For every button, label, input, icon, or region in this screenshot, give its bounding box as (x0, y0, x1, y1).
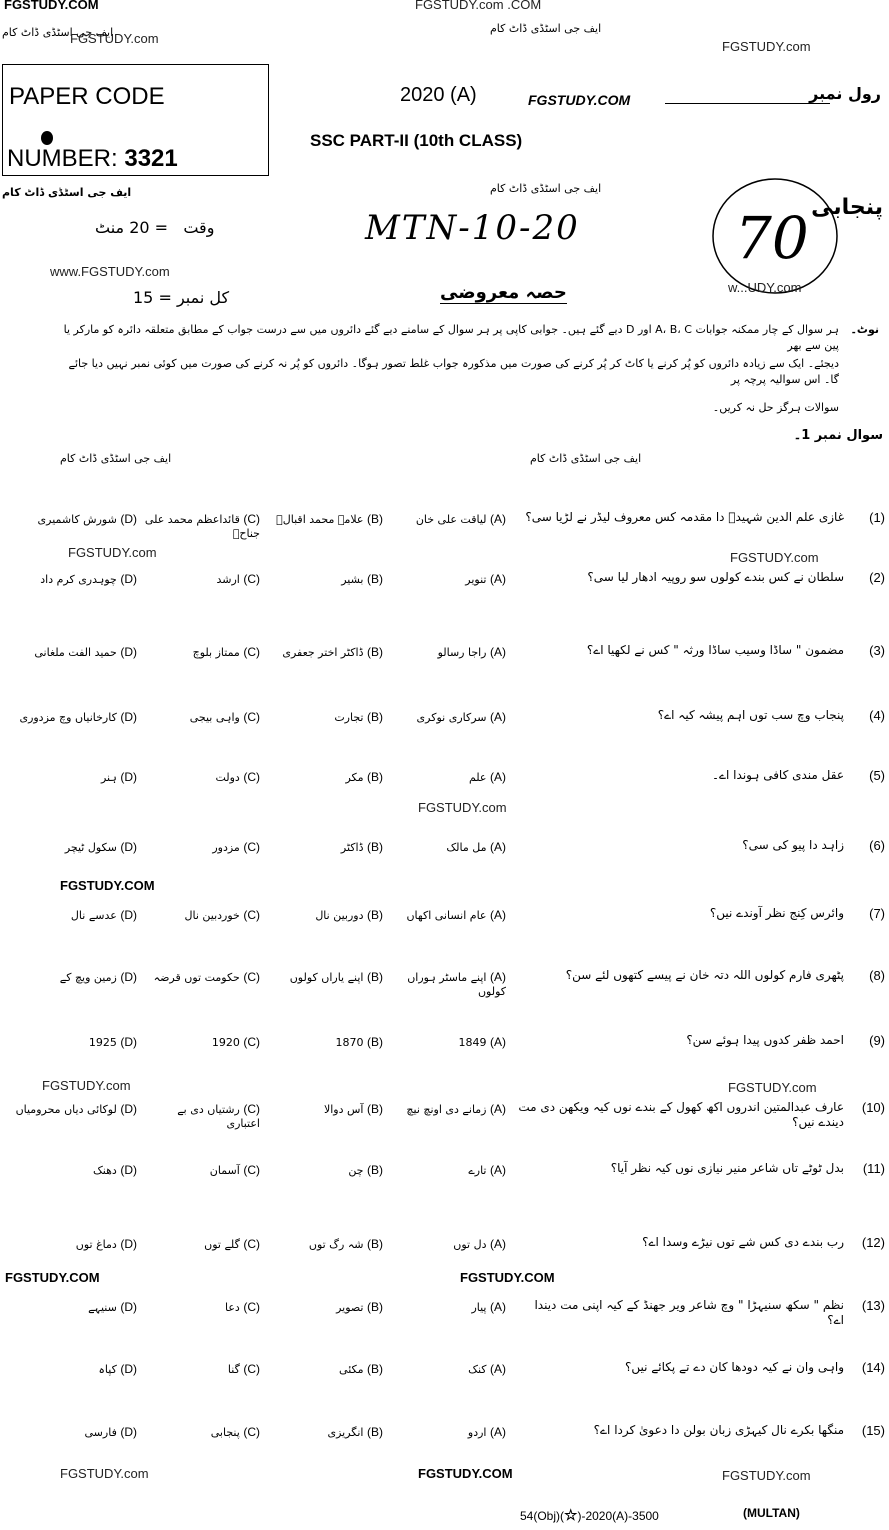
option-c (142, 908, 260, 923)
option-text: زمین ویچ کے (59, 971, 117, 984)
option-label: (D) (120, 572, 137, 586)
watermark: FGSTUDY.com .COM (415, 0, 542, 12)
time-label: وقت (183, 218, 215, 237)
option-c (142, 1163, 260, 1178)
option-label: (A) (490, 1425, 506, 1439)
option-text: سرکاری نوکری (416, 711, 487, 724)
watermark-urdu: ایف جی اسٹڈی ڈاٹ کام (2, 186, 132, 199)
exam-year: 2020 (A) (400, 84, 477, 106)
question-text: احمد ظفر کدوں پیدا ہوئے سن؟ (686, 1033, 844, 1047)
marks-label: کل نمبر (176, 288, 230, 307)
watermark: FGSTUDY.com (70, 31, 159, 46)
option-b (265, 840, 383, 855)
question-number: (13) (861, 1298, 885, 1313)
watermark-urdu: ایف جی اسٹڈی ڈاٹ کام (60, 452, 172, 465)
option-d (7, 908, 137, 923)
option-c (142, 1425, 260, 1440)
option-b (265, 710, 383, 725)
option-label: (C) (243, 908, 260, 922)
question-number: (11) (862, 1161, 885, 1176)
option-d (7, 710, 137, 725)
option-text: گنا (227, 1363, 240, 1376)
watermark: FGSTUDY.com (418, 800, 507, 815)
option-b (265, 512, 383, 527)
question-number: (12) (861, 1235, 885, 1250)
option-c (142, 1035, 260, 1050)
option-text: دولت (215, 771, 240, 784)
option-label: (D) (120, 512, 137, 526)
instruction-line: ہر سوال کے چار ممکنہ جوابات A، B، C اور D دیے گئے ہیں۔ جوابی کاپی پر ہر سوال کے سامنے دیے گئے دائروں میں سے درست جواب کے مطابق متعلقہ دائرہ کو مارکر یا پین سے بھر (63, 323, 839, 352)
question-text: منگھا بکرے نال کیہڑی زبان بولن دا دعویٰ کردا اے؟ (593, 1423, 844, 1437)
option-label: (A) (490, 840, 506, 854)
option-label: (C) (243, 710, 260, 724)
option-d (7, 645, 137, 660)
option-text: راجا رسالو (437, 646, 487, 659)
watermark-urdu: ایف جی اسٹڈی ڈاٹ کام (490, 182, 602, 195)
roll-number-label: رول نمبر (809, 84, 881, 103)
option-a (388, 1300, 506, 1315)
question-number: (3) (869, 643, 885, 658)
option-text: تجارت (334, 711, 364, 724)
question-number: (5) (869, 768, 885, 783)
question-number: (1) (869, 510, 885, 525)
question-text: بدل ٹوٹے تاں شاعر منیر نیازی نوں کیہ نظر آیا؟ (610, 1161, 844, 1175)
watermark: FGSTUDY.COM (460, 1270, 555, 1285)
option-text: دعا (225, 1301, 240, 1314)
question-number: (8) (869, 968, 885, 983)
option-d (7, 1300, 137, 1315)
option-text: کنک (468, 1363, 487, 1376)
option-label: (C) (243, 1425, 260, 1439)
watermark-urdu: ایف جی اسٹڈی ڈاٹ کام (2, 26, 114, 39)
option-c (142, 710, 260, 725)
option-text: 1920 (211, 1036, 240, 1049)
option-label: (B) (367, 1035, 383, 1049)
option-label: (A) (490, 1362, 506, 1376)
option-text: اپنے ماسٹر ہوراں کولوں (407, 971, 506, 998)
handwritten-number: 70 (735, 204, 809, 272)
option-label: (D) (120, 1300, 137, 1314)
option-c (142, 970, 260, 985)
dot-mark (41, 131, 53, 145)
option-a (388, 970, 506, 999)
option-label: (B) (367, 1425, 383, 1439)
option-label: (A) (490, 1102, 506, 1116)
option-label: (C) (243, 1035, 260, 1049)
option-label: (D) (120, 1035, 137, 1049)
option-a (388, 1163, 506, 1178)
watermark: FGSTUDY.com (728, 1080, 817, 1095)
option-d (7, 512, 137, 527)
option-text: عدسے نال (70, 909, 117, 922)
option-c (142, 1237, 260, 1252)
option-text: حکومت توں قرضہ (153, 971, 240, 984)
option-a (388, 512, 506, 527)
option-c (142, 1362, 260, 1377)
option-a (388, 1362, 506, 1377)
number-label (7, 145, 178, 173)
option-text: ڈاکٹر اختر جعفری (282, 646, 364, 659)
question-text: رب بندے دی کس شے توں نیڑے وسدا اے؟ (642, 1235, 844, 1249)
option-text: دوربین نال (315, 909, 364, 922)
option-text: واہی بیجی (189, 711, 240, 724)
option-label: (C) (243, 572, 260, 586)
option-b (265, 1035, 383, 1050)
watermark: FGSTUDY.COM (418, 1466, 513, 1481)
option-text: ارشد (216, 573, 240, 586)
option-label: (B) (367, 645, 383, 659)
option-d (7, 970, 137, 985)
option-label: (D) (120, 1362, 137, 1376)
option-d (7, 572, 137, 587)
option-text: تنویر (465, 573, 487, 586)
option-label: (A) (490, 1300, 506, 1314)
question-text: زاہد دا پیو کی سی؟ (742, 838, 844, 852)
option-d (7, 1102, 137, 1117)
option-label: (C) (243, 645, 260, 659)
paper-code-label: PAPER CODE (9, 83, 165, 110)
handwritten-code: MTN-10-20 (365, 208, 580, 248)
option-text: اردو (467, 1426, 487, 1439)
option-b (265, 770, 383, 785)
option-label: (A) (490, 572, 506, 586)
option-b (265, 1300, 383, 1315)
number-label-text: NUMBER: (7, 145, 118, 172)
option-label: (C) (243, 1237, 260, 1251)
option-a (388, 710, 506, 725)
option-a (388, 1035, 506, 1050)
option-text: دماغ توں (75, 1238, 117, 1251)
watermark: FGSTUDY.COM (5, 1270, 100, 1285)
option-text: مل مالک (446, 841, 487, 854)
option-label: (A) (490, 970, 506, 984)
option-text: پنجابی (210, 1426, 240, 1439)
option-label: (B) (367, 770, 383, 784)
option-label: (D) (120, 970, 137, 984)
option-label: (B) (367, 1237, 383, 1251)
option-label: (D) (120, 840, 137, 854)
option-c (142, 645, 260, 660)
option-label: (B) (367, 840, 383, 854)
watermark: FGSTUDY.com (68, 545, 157, 560)
subject-title: پنجابی (811, 195, 883, 220)
question-number: (6) (869, 838, 885, 853)
option-text: مزدور (212, 841, 240, 854)
roll-number-line (665, 103, 830, 104)
question-text: عقل مندی کافی ہوندا اے۔ (711, 768, 844, 782)
option-label: (D) (120, 1163, 137, 1177)
watermark: w...UDY.com (728, 280, 802, 295)
option-label: (C) (243, 840, 260, 854)
option-a (388, 1425, 506, 1440)
option-text: پیار (471, 1301, 487, 1314)
option-label: (B) (367, 1163, 383, 1177)
option-b (265, 572, 383, 587)
option-text: لیاقت علی خان (415, 513, 487, 526)
option-text: چوہدری کرم داد (40, 573, 117, 586)
option-text: کپاہ (98, 1363, 117, 1376)
option-label: (B) (367, 908, 383, 922)
instruction-line: دیجئے۔ ایک سے زیادہ دائروں کو پُر کرنے یا کاٹ کر پُر کرنے کی صورت میں مذکورہ جواب غلط تصور ہوگا۔ دائروں کو پُر نہ کرنے کی صورت میں کوئی نمبر نہیں دیا جائے گا۔ اس سوالیہ پرچہ پر (68, 357, 839, 386)
option-text: مکر (345, 771, 364, 784)
option-label: (A) (490, 770, 506, 784)
option-text: گلے توں (204, 1238, 240, 1251)
note-label: نوٹ۔ (850, 323, 879, 336)
footer-code (520, 1506, 659, 1524)
section-title: حصہ معروضی (440, 282, 567, 303)
option-text: اپنے یاراں کولوں (289, 971, 364, 984)
option-d (7, 1237, 137, 1252)
question-text: پٹھری فارم کولوں اللہ دتہ خان نے پیسے کتھوں لئے سن؟ (565, 968, 844, 982)
question-heading: سوال نمبر 1۔ (793, 428, 883, 443)
option-c (142, 572, 260, 587)
option-text: 1925 (88, 1036, 117, 1049)
option-d (7, 770, 137, 785)
option-label: (A) (490, 512, 506, 526)
question-number: (10) (861, 1100, 885, 1115)
watermark: FGSTUDY.com (42, 1078, 131, 1093)
marks-value: = 15 (133, 288, 172, 307)
question-number: (4) (869, 708, 885, 723)
option-label: (A) (490, 908, 506, 922)
question-number: (9) (869, 1033, 885, 1048)
option-label: (B) (367, 970, 383, 984)
option-label: (A) (490, 645, 506, 659)
option-label: (B) (367, 1300, 383, 1314)
option-label: (B) (367, 572, 383, 586)
question-text: سلطان نے کس بندے کولوں سو روپیہ ادھار لیا سی؟ (587, 570, 844, 584)
option-c (142, 512, 260, 541)
option-d (7, 1035, 137, 1050)
option-label: (D) (120, 645, 137, 659)
option-a (388, 908, 506, 923)
option-text: بشیر (341, 573, 364, 586)
option-b (265, 1102, 383, 1117)
option-a (388, 1237, 506, 1252)
option-label: (D) (120, 710, 137, 724)
watermark-urdu: ایف جی اسٹڈی ڈاٹ کام (490, 22, 602, 35)
instruction-line: سوالات ہرگز حل نہ کریں۔ (712, 401, 839, 414)
option-text: مکئی (339, 1363, 364, 1376)
option-c (142, 1102, 260, 1131)
footer-code-suffix: )-2020(A)-3500 (577, 1509, 659, 1523)
question-number: (7) (869, 906, 885, 921)
handwritten-circle-mark (700, 168, 850, 298)
watermark: FGSTUDY.COM (528, 92, 631, 108)
watermark: FGSTUDY.COM (60, 878, 155, 893)
option-text: رشتیاں دی بے اعتباری (177, 1103, 260, 1130)
option-text: علامہ محمد اقبالؒ (276, 513, 364, 526)
option-label: (D) (120, 1237, 137, 1251)
option-a (388, 1102, 506, 1117)
class-title: SSC PART-II (10th CLASS) (310, 131, 523, 150)
region-label: (MULTAN) (743, 1506, 800, 1520)
time-value: = 20 منٹ (95, 218, 169, 237)
question-text: عارف عبدالمتین اندروں اکھ کھول کے بندے نوں کیہ ویکھن دی مت دیندے نیں؟ (518, 1100, 844, 1129)
option-label: (B) (367, 512, 383, 526)
option-text: سنیہے (88, 1301, 117, 1314)
option-text: خوردبین نال (184, 909, 240, 922)
option-text: فارسی (84, 1426, 117, 1439)
option-label: (D) (120, 908, 137, 922)
option-a (388, 572, 506, 587)
option-label: (D) (120, 1425, 137, 1439)
option-text: ہنر (100, 771, 117, 784)
option-text: شورش کاشمیری (37, 513, 117, 526)
option-text: حمید الفت ملغانی (34, 646, 117, 659)
option-text: عام انسانی اکھاں (406, 909, 487, 922)
footer-code-prefix: 54(Obj)( (520, 1509, 565, 1523)
option-label: (C) (243, 512, 260, 526)
option-text: آسمان (209, 1164, 240, 1177)
option-text: آس دوالا (323, 1103, 364, 1116)
option-a (388, 840, 506, 855)
option-label: (C) (243, 970, 260, 984)
option-text: تارے (468, 1164, 487, 1177)
option-text: لوکائی دیاں محرومیاں (15, 1103, 117, 1116)
option-label: (C) (243, 1300, 260, 1314)
paper-number: 3321 (124, 145, 178, 172)
option-d (7, 1362, 137, 1377)
option-label: (C) (243, 1362, 260, 1376)
option-label: (B) (367, 1102, 383, 1116)
option-a (388, 770, 506, 785)
option-d (7, 1425, 137, 1440)
option-label: (C) (243, 770, 260, 784)
watermark: FGSTUDY.COM (4, 0, 99, 12)
option-d (7, 840, 137, 855)
question-text: مضمون " ساڈا وسیب ساڈا ورثہ " کس نے لکھیا اے؟ (586, 643, 844, 657)
option-label: (B) (367, 1362, 383, 1376)
option-label: (A) (490, 1035, 506, 1049)
question-number: (2) (869, 570, 885, 585)
question-text: غازی علم الدین شہیدؒ دا مقدمہ کس معروف لیڈر نے لڑیا سی؟ (525, 510, 844, 524)
watermark: FGSTUDY.com (730, 550, 819, 565)
option-text: دل توں (453, 1238, 487, 1251)
total-marks (133, 288, 229, 307)
option-b (265, 1425, 383, 1440)
option-c (142, 840, 260, 855)
question-text: وائرس کِنج نظر آوندے نیں؟ (709, 906, 844, 920)
watermark-urdu: ایف جی اسٹڈی ڈاٹ کام (530, 452, 642, 465)
option-b (265, 1237, 383, 1252)
option-text: کارخانیاں وچ مزدوری (19, 711, 117, 724)
question-text: نظم " سکھ سنیہڑا " وچ شاعر ویر جھنڈ کے کیہ اپنی مت دیندا اے؟ (534, 1298, 844, 1327)
watermark: www.FGSTUDY.com (50, 264, 170, 279)
question-number: (14) (861, 1360, 885, 1375)
option-text: دھنک (92, 1164, 117, 1177)
option-text: شہ رگ توں (308, 1238, 364, 1251)
option-a (388, 645, 506, 660)
option-label: (D) (120, 770, 137, 784)
watermark: FGSTUDY.com (722, 1468, 811, 1483)
option-text: تصویر (336, 1301, 364, 1314)
question-text: واہی وان نے کیہ دودھا کان دے تے پکائے نیں؟ (624, 1360, 844, 1374)
option-c (142, 770, 260, 785)
option-b (265, 1163, 383, 1178)
option-text: زمانے دی اونچ نیچ (406, 1103, 487, 1116)
option-label: (D) (120, 1102, 137, 1116)
option-text: انگریزی (327, 1426, 364, 1439)
option-label: (B) (367, 710, 383, 724)
option-text: ممتاز بلوچ (192, 646, 240, 659)
option-d (7, 1163, 137, 1178)
option-label: (A) (490, 710, 506, 724)
option-b (265, 970, 383, 985)
option-label: (A) (490, 1163, 506, 1177)
option-label: (A) (490, 1237, 506, 1251)
option-label: (C) (243, 1102, 260, 1116)
question-text: پنجاب وچ سب توں اہم پیشہ کیہ اے؟ (657, 708, 844, 722)
option-text: 1849 (458, 1036, 487, 1049)
option-c (142, 1300, 260, 1315)
time-allowed (95, 218, 214, 237)
option-b (265, 1362, 383, 1377)
paper-code-box (2, 64, 269, 176)
star-icon: ☆ (564, 1507, 578, 1524)
option-text: علم (468, 771, 487, 784)
watermark: FGSTUDY.com (722, 39, 811, 54)
option-b (265, 908, 383, 923)
option-text: 1870 (335, 1036, 364, 1049)
question-number: (15) (861, 1423, 885, 1438)
option-text: قائداعظم محمد علی جناحؒ (144, 513, 260, 540)
option-b (265, 645, 383, 660)
option-text: ڈاکٹر (340, 841, 364, 854)
option-text: چن (348, 1164, 364, 1177)
option-text: سکول ٹیچر (64, 841, 117, 854)
watermark: FGSTUDY.com (60, 1466, 149, 1481)
option-label: (C) (243, 1163, 260, 1177)
